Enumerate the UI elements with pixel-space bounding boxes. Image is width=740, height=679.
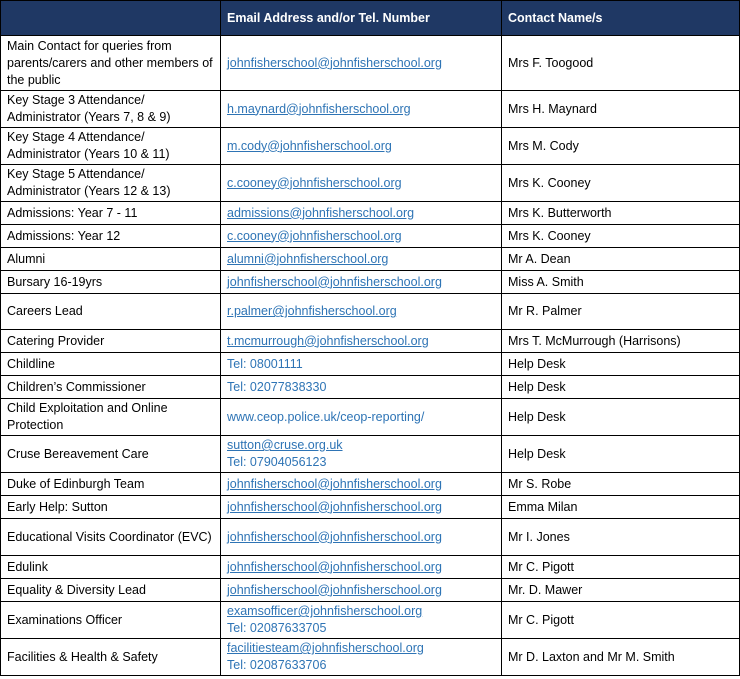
contact-name-cell: Mrs K. Butterworth xyxy=(502,202,740,225)
role-cell: Duke of Edinburgh Team xyxy=(1,473,221,496)
contact-cell xyxy=(221,473,502,496)
contact-cell xyxy=(221,353,502,376)
table-row xyxy=(1,202,740,225)
phone-link[interactable]: Tel: 08001111 xyxy=(227,356,303,371)
email-link[interactable]: johnfisherschool@johnfisherschool.org xyxy=(227,499,442,514)
header-role xyxy=(1,1,221,36)
contact-name-cell: Mr C. Pigott xyxy=(502,602,740,639)
email-link[interactable]: johnfisherschool@johnfisherschool.org xyxy=(227,55,442,70)
table-row xyxy=(1,248,740,271)
contact-name-cell: Mrs K. Cooney xyxy=(502,225,740,248)
email-link[interactable]: johnfisherschool@johnfisherschool.org xyxy=(227,559,442,574)
email-link[interactable]: alumni@johnfisherschool.org xyxy=(227,251,389,266)
table-row xyxy=(1,36,740,91)
contact-cell xyxy=(221,602,502,639)
contact-cell xyxy=(221,294,502,330)
role-cell: Childline xyxy=(1,353,221,376)
contact-cell xyxy=(221,376,502,399)
role-cell: Early Help: Sutton xyxy=(1,496,221,519)
email-link[interactable]: admissions@johnfisherschool.org xyxy=(227,205,415,220)
role-cell: Edulink xyxy=(1,556,221,579)
contact-name-cell: Emma Milan xyxy=(502,496,740,519)
contact-name-cell: Help Desk xyxy=(502,353,740,376)
phone-link[interactable]: Tel: 02087633705 xyxy=(227,621,327,635)
email-link[interactable]: h.maynard@johnfisherschool.org xyxy=(227,101,411,116)
contact-name-cell: Mr R. Palmer xyxy=(502,294,740,330)
contact-cell xyxy=(221,202,502,225)
table-row xyxy=(1,399,740,436)
email-link[interactable]: sutton@cruse.org.uk xyxy=(227,438,343,452)
role-cell: Equality & Diversity Lead xyxy=(1,579,221,602)
contact-name-cell: Mr C. Pigott xyxy=(502,556,740,579)
contact-name-cell: Mr. D. Mawer xyxy=(502,579,740,602)
contact-cell xyxy=(221,165,502,202)
table-row xyxy=(1,376,740,399)
table-row xyxy=(1,353,740,376)
role-cell: Children’s Commissioner xyxy=(1,376,221,399)
contact-name-cell: Help Desk xyxy=(502,376,740,399)
contact-cell xyxy=(221,399,502,436)
contact-name-cell: Mrs M. Cody xyxy=(502,128,740,165)
role-cell: Key Stage 4 Attendance/ Administrator (Years 10 & 11) xyxy=(1,128,221,165)
table-row xyxy=(1,496,740,519)
role-cell: Facilities & Health & Safety xyxy=(1,639,221,676)
email-link[interactable]: johnfisherschool@johnfisherschool.org xyxy=(227,274,442,289)
phone-link[interactable]: Tel: 02087633706 xyxy=(227,658,327,672)
contact-cell xyxy=(221,225,502,248)
contact-name-cell: Mr A. Dean xyxy=(502,248,740,271)
role-cell: Examinations Officer xyxy=(1,602,221,639)
table-row xyxy=(1,165,740,202)
contact-name-cell: Mrs H. Maynard xyxy=(502,91,740,128)
contact-cell xyxy=(221,639,502,676)
table-row xyxy=(1,579,740,602)
role-cell: Admissions: Year 7 - 11 xyxy=(1,202,221,225)
contact-cell xyxy=(221,330,502,353)
table-row xyxy=(1,436,740,473)
contact-name-cell: Mrs T. McMurrough (Harrisons) xyxy=(502,330,740,353)
table-row xyxy=(1,225,740,248)
phone-link[interactable]: Tel: 02077838330 xyxy=(227,379,327,394)
contact-cell xyxy=(221,271,502,294)
contact-cell xyxy=(221,579,502,602)
contact-cell xyxy=(221,496,502,519)
web-link[interactable]: www.ceop.police.uk/ceop-reporting/ xyxy=(227,409,425,424)
table-row xyxy=(1,639,740,676)
header-row xyxy=(1,1,740,36)
phone-link[interactable]: Tel: 07904056123 xyxy=(227,455,327,469)
contact-name-cell: Mr I. Jones xyxy=(502,519,740,556)
role-cell: Main Contact for queries from parents/carers and other members of the public xyxy=(1,36,221,91)
email-link[interactable]: c.cooney@johnfisherschool.org xyxy=(227,228,402,243)
role-cell: Bursary 16-19yrs xyxy=(1,271,221,294)
role-cell: Key Stage 3 Attendance/ Administrator (Years 7, 8 & 9) xyxy=(1,91,221,128)
header-email-tel: Email Address and/or Tel. Number xyxy=(221,1,502,36)
contact-name-cell: Mrs K. Cooney xyxy=(502,165,740,202)
email-link[interactable]: t.mcmurrough@johnfisherschool.org xyxy=(227,333,429,348)
role-cell: Educational Visits Coordinator (EVC) xyxy=(1,519,221,556)
contact-cell xyxy=(221,36,502,91)
contact-name-cell: Mr S. Robe xyxy=(502,473,740,496)
email-link[interactable]: examsofficer@johnfisherschool.org xyxy=(227,604,423,618)
contact-cell xyxy=(221,248,502,271)
role-cell: Catering Provider xyxy=(1,330,221,353)
table-row xyxy=(1,294,740,330)
table-row xyxy=(1,91,740,128)
contact-name-cell: Mrs F. Toogood xyxy=(502,36,740,91)
email-link[interactable]: c.cooney@johnfisherschool.org xyxy=(227,175,402,190)
table-row xyxy=(1,330,740,353)
contact-name-cell: Help Desk xyxy=(502,399,740,436)
email-link[interactable]: johnfisherschool@johnfisherschool.org xyxy=(227,582,442,597)
contact-cell xyxy=(221,91,502,128)
table-row xyxy=(1,473,740,496)
table-row xyxy=(1,519,740,556)
email-link[interactable]: johnfisherschool@johnfisherschool.org xyxy=(227,529,442,544)
role-cell: Alumni xyxy=(1,248,221,271)
email-link[interactable]: johnfisherschool@johnfisherschool.org xyxy=(227,476,442,491)
role-cell: Key Stage 5 Attendance/ Administrator (Years 12 & 13) xyxy=(1,165,221,202)
email-link[interactable]: facilitiesteam@johnfisherschool.org xyxy=(227,641,424,655)
contact-cell xyxy=(221,556,502,579)
contact-cell xyxy=(221,128,502,165)
role-cell: Careers Lead xyxy=(1,294,221,330)
contact-cell xyxy=(221,519,502,556)
email-link[interactable]: m.cody@johnfisherschool.org xyxy=(227,138,392,153)
contact-name-cell: Mr D. Laxton and Mr M. Smith xyxy=(502,639,740,676)
role-cell: Admissions: Year 12 xyxy=(1,225,221,248)
table-row xyxy=(1,271,740,294)
table-row xyxy=(1,556,740,579)
table-row xyxy=(1,128,740,165)
table-body xyxy=(1,36,740,676)
contact-cell xyxy=(221,436,502,473)
header-contact-name: Contact Name/s xyxy=(502,1,740,36)
role-cell: Child Exploitation and Online Protection xyxy=(1,399,221,436)
contact-name-cell: Miss A. Smith xyxy=(502,271,740,294)
role-cell: Cruse Bereavement Care xyxy=(1,436,221,473)
contact-name-cell: Help Desk xyxy=(502,436,740,473)
table-row xyxy=(1,602,740,639)
email-link[interactable]: r.palmer@johnfisherschool.org xyxy=(227,304,397,318)
